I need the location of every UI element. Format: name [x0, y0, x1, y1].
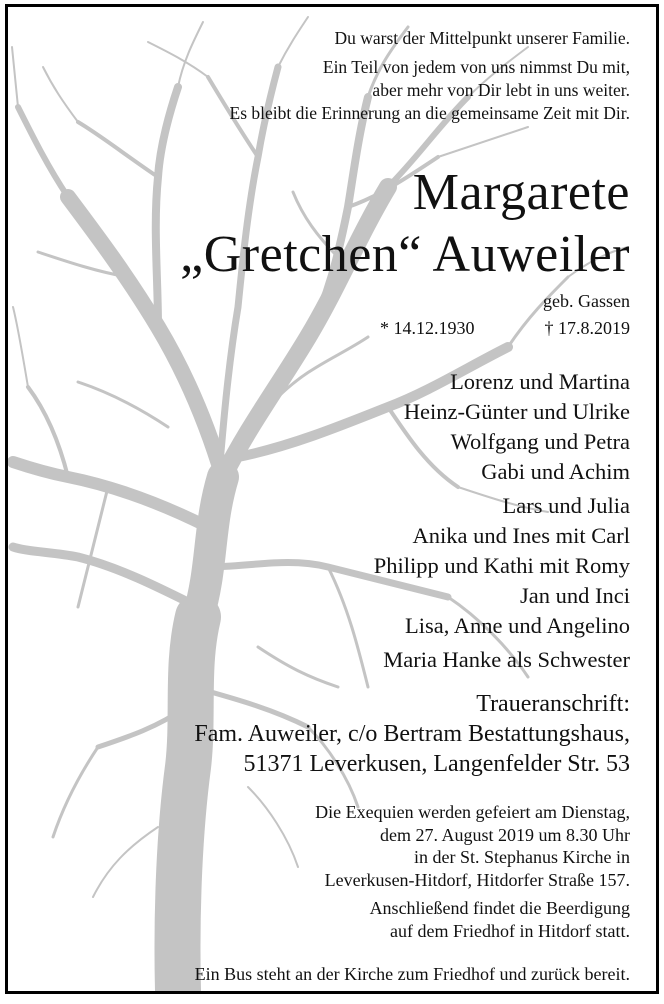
verse-line: aber mehr von Dir lebt in uns weiter.: [372, 80, 630, 100]
verse-line: Du warst der Mittelpunkt unserer Familie.: [334, 28, 630, 48]
address-line: Fam. Auweiler, c/o Bertram Bestattungshaus,: [194, 721, 630, 747]
family-member: Heinz-Günter und Ulrike: [403, 399, 630, 424]
funeral-service-info: [315, 801, 630, 942]
family-member: Gabi und Achim: [481, 459, 630, 484]
service-line: dem 27. August 2019 um 8.30 Uhr: [380, 824, 630, 845]
condolence-address: [194, 689, 630, 779]
service-line: in der St. Stephanus Kirche in: [414, 847, 630, 867]
life-dates: [380, 316, 630, 340]
family-member: Anika und Ines mit Carl: [412, 523, 630, 548]
family-member: Lisa, Anne und Angelino: [405, 613, 630, 638]
death-date: † 17.8.2019: [544, 318, 630, 338]
address-heading: Traueranschrift:: [476, 691, 630, 717]
family-member: Wolfgang und Petra: [450, 429, 630, 454]
maiden-name: geb. Gassen: [543, 291, 630, 311]
birth-date: * 14.12.1930: [380, 318, 475, 338]
bus-notice: Ein Bus steht an der Kirche zum Friedhof und zurück bereit.: [194, 964, 630, 984]
deceased-nickname-surname: „Gretchen“ Auweiler: [180, 226, 630, 283]
verse-line: Ein Teil von jedem von uns nimmst Du mit,: [322, 57, 630, 77]
burial-line: Anschließend findet die Beerdigung: [369, 898, 630, 918]
family-member: Maria Hanke als Schwester: [383, 647, 630, 672]
obituary-text: [8, 7, 656, 991]
address-line: 51371 Leverkusen, Langenfelder Str. 53: [243, 751, 630, 777]
deceased-first-name: Margarete: [412, 164, 630, 221]
family-member: Philipp und Kathi mit Romy: [373, 553, 630, 578]
memorial-verse: [230, 27, 630, 125]
service-line: Die Exequien werden gefeiert am Dienstag,: [315, 802, 630, 822]
verse-line: Es bleibt die Erinnerung an die gemeinsame Zeit mit Dir.: [229, 103, 630, 123]
family-member: Lars und Julia: [502, 493, 630, 518]
mourning-family: [374, 367, 630, 675]
service-line: Leverkusen-Hitdorf, Hitdorfer Straße 157.: [324, 869, 630, 890]
burial-line: auf dem Friedhof in Hitdorf statt.: [390, 920, 630, 941]
family-member: Jan und Inci: [520, 583, 630, 608]
obituary-card: [5, 4, 659, 994]
family-member: Lorenz und Martina: [450, 369, 630, 394]
